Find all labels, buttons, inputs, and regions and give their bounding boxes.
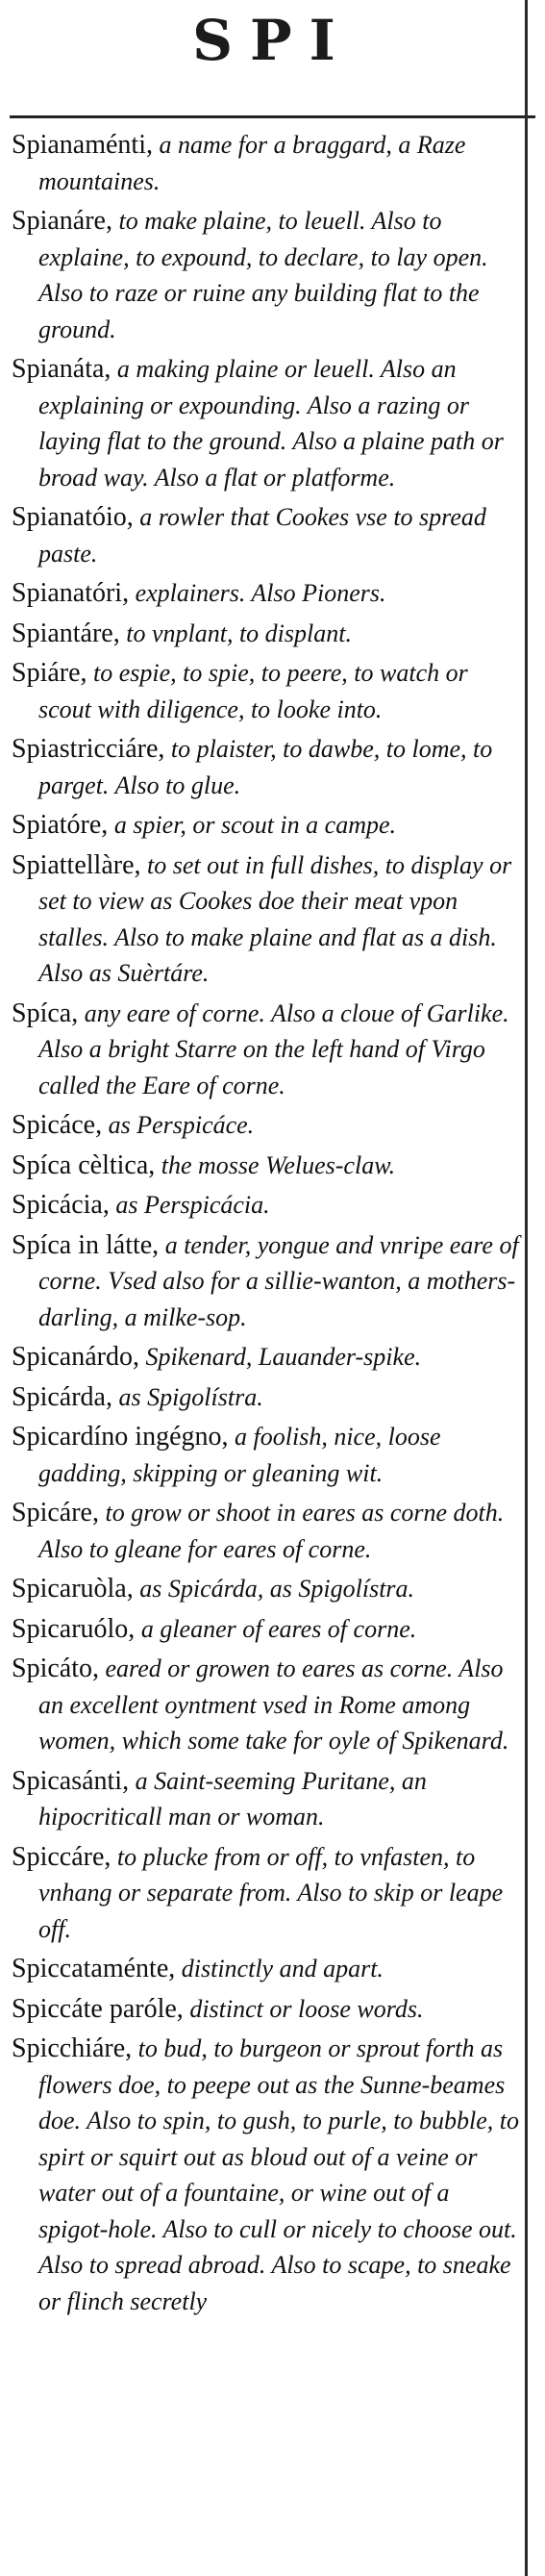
headword: Spicchiáre, (12, 2033, 133, 2063)
entry (12, 2031, 521, 2319)
entry (12, 1839, 521, 1948)
headword: Spíca cèltica, (12, 1149, 156, 1180)
entry (12, 575, 521, 612)
running-head: SPI (192, 8, 353, 73)
definition: a making plaine or leuell. Also an explaining or expounding. Also a razing or laying flat to the ground. Also a plaine path or broad way. Also a flat or platforme. (38, 355, 504, 492)
entry-list (12, 127, 521, 2323)
definition: to bud, to burgeon or sprout forth as flowers doe, to peepe out as the Sunne-beames doe. Also to spin, to gush, to purle, to bubble, to spirt or squirt out as bloud out of a veine or water out of a fountaine, or wine out of a spigot-hole. Also to cull or nicely to choose out. Also to spread abroad. Also to scape, to sneake or flinch secretly (38, 2034, 520, 2315)
column-rule (525, 0, 528, 2576)
headword: Spianaménti, (12, 130, 153, 160)
entry (12, 1148, 521, 1184)
definition: eared or growen to eares as corne. Also an excellent oyntment vsed in Rome among women, which some take for oyle of Spikenard. (38, 1654, 509, 1755)
entry (12, 1991, 521, 2028)
headword: Spiáre, (12, 658, 87, 688)
definition: to make plaine, to leuell. Also to explaine, to expound, to declare, to lay open. Also to raze or ruine any building flat to the ground. (38, 207, 488, 343)
definition: to plaister, to dawbe, to lome, to parget. Also to glue. (38, 735, 493, 799)
header-rule (10, 115, 535, 118)
definition: the mosse Welues-claw. (155, 1150, 396, 1179)
headword: Spicáre, (12, 1498, 99, 1528)
entry (12, 655, 521, 727)
headword: Spianáta, (12, 354, 111, 384)
headword: Spiatóre, (12, 810, 109, 840)
headword: Spianáre, (12, 206, 112, 236)
definition: to plucke from or off, to vnfasten, to vnhang or separate from. Also to skip or leape off. (38, 1842, 504, 1943)
entry (12, 807, 521, 844)
headword: Spicardíno ingégno, (12, 1422, 229, 1452)
entry (12, 203, 521, 347)
definition: to vnplant, to displant. (119, 619, 352, 647)
definition: Spikenard, Lauander-spike. (138, 1343, 422, 1371)
entry (12, 616, 521, 652)
definition: as Spicárda, as Spigolístra. (133, 1575, 415, 1603)
headword: Spiccataménte, (12, 1954, 176, 1983)
headword: Spicácia, (12, 1190, 110, 1220)
definition: as Perspicáce. (102, 1111, 255, 1139)
headword: Spiccáre, (12, 1841, 111, 1872)
definition: to grow or shoot in eares as corne doth. Also to gleane for eares of corne. (38, 1499, 505, 1563)
entry (12, 996, 521, 1104)
entry (12, 1651, 521, 1759)
entry (12, 1951, 521, 1987)
entry (12, 1611, 521, 1648)
entry (12, 1227, 521, 1336)
headword: Spiattellàre, (12, 849, 141, 880)
entry (12, 127, 521, 199)
headword: Spianatóio, (12, 502, 134, 532)
headword: Spicasánti, (12, 1765, 130, 1796)
headword: Spicaruòla, (12, 1574, 134, 1604)
headword: Spicaruólo, (12, 1613, 136, 1644)
definition: as Spigolístra. (111, 1382, 263, 1411)
entry (12, 1379, 521, 1416)
definition: as Perspicácia. (109, 1191, 270, 1219)
definition: to espie, to spie, to peere, to watch or scout with diligence, to looke into. (38, 659, 468, 723)
headword: Spíca in látte, (12, 1229, 160, 1260)
headword: Spicárda, (12, 1381, 112, 1412)
entry (12, 1763, 521, 1835)
headword: Spiantáre, (12, 618, 120, 648)
definition: distinct or loose words. (183, 1994, 424, 2023)
definition: explainers. Also Pioners. (129, 579, 386, 607)
page-header (0, 2, 545, 146)
entry (12, 731, 521, 803)
entry (12, 1339, 521, 1376)
headword: Spicáce, (12, 1110, 103, 1140)
headword: Spianatóri, (12, 578, 130, 608)
headword: Spíca, (12, 998, 79, 1028)
entry (12, 499, 521, 571)
definition: a tender, yongue and vnripe eare of corne. Vsed also for a sillie-wanton, a mothers-darling, a milke-sop. (38, 1230, 519, 1331)
definition: a gleaner of eares of corne. (135, 1614, 417, 1643)
entry (12, 847, 521, 992)
definition: a name for a braggard, a Raze mountaines. (38, 131, 466, 195)
entry (12, 1187, 521, 1224)
definition: any eare of corne. Also a cloue of Garlike. Also a bright Starre on the left hand of Virgo called the Eare of corne. (38, 998, 509, 1099)
entry (12, 1107, 521, 1144)
definition: a spier, or scout in a campe. (108, 811, 397, 839)
headword: Spicanárdo, (12, 1342, 139, 1372)
definition: a foolish, nice, loose gadding, skipping or gleaning wit. (38, 1423, 441, 1487)
definition: to set out in full dishes, to display or set to view as Cookes doe their meat vpon stalles. Also to make plaine and flat as a dish. Also as Suèrtáre. (38, 850, 512, 987)
definition: distinctly and apart. (175, 1955, 384, 1983)
headword: Spicáto, (12, 1654, 99, 1683)
definition: a Saint-seeming Puritane, an hipocriticall man or woman. (38, 1766, 427, 1831)
headword: Spiccáte paróle, (12, 1993, 184, 2024)
definition: a rowler that Cookes vse to spread paste. (38, 503, 486, 568)
entry (12, 351, 521, 495)
entry (12, 1495, 521, 1567)
entry (12, 1571, 521, 1607)
entry (12, 1419, 521, 1491)
headword: Spiastricciáre, (12, 734, 165, 764)
